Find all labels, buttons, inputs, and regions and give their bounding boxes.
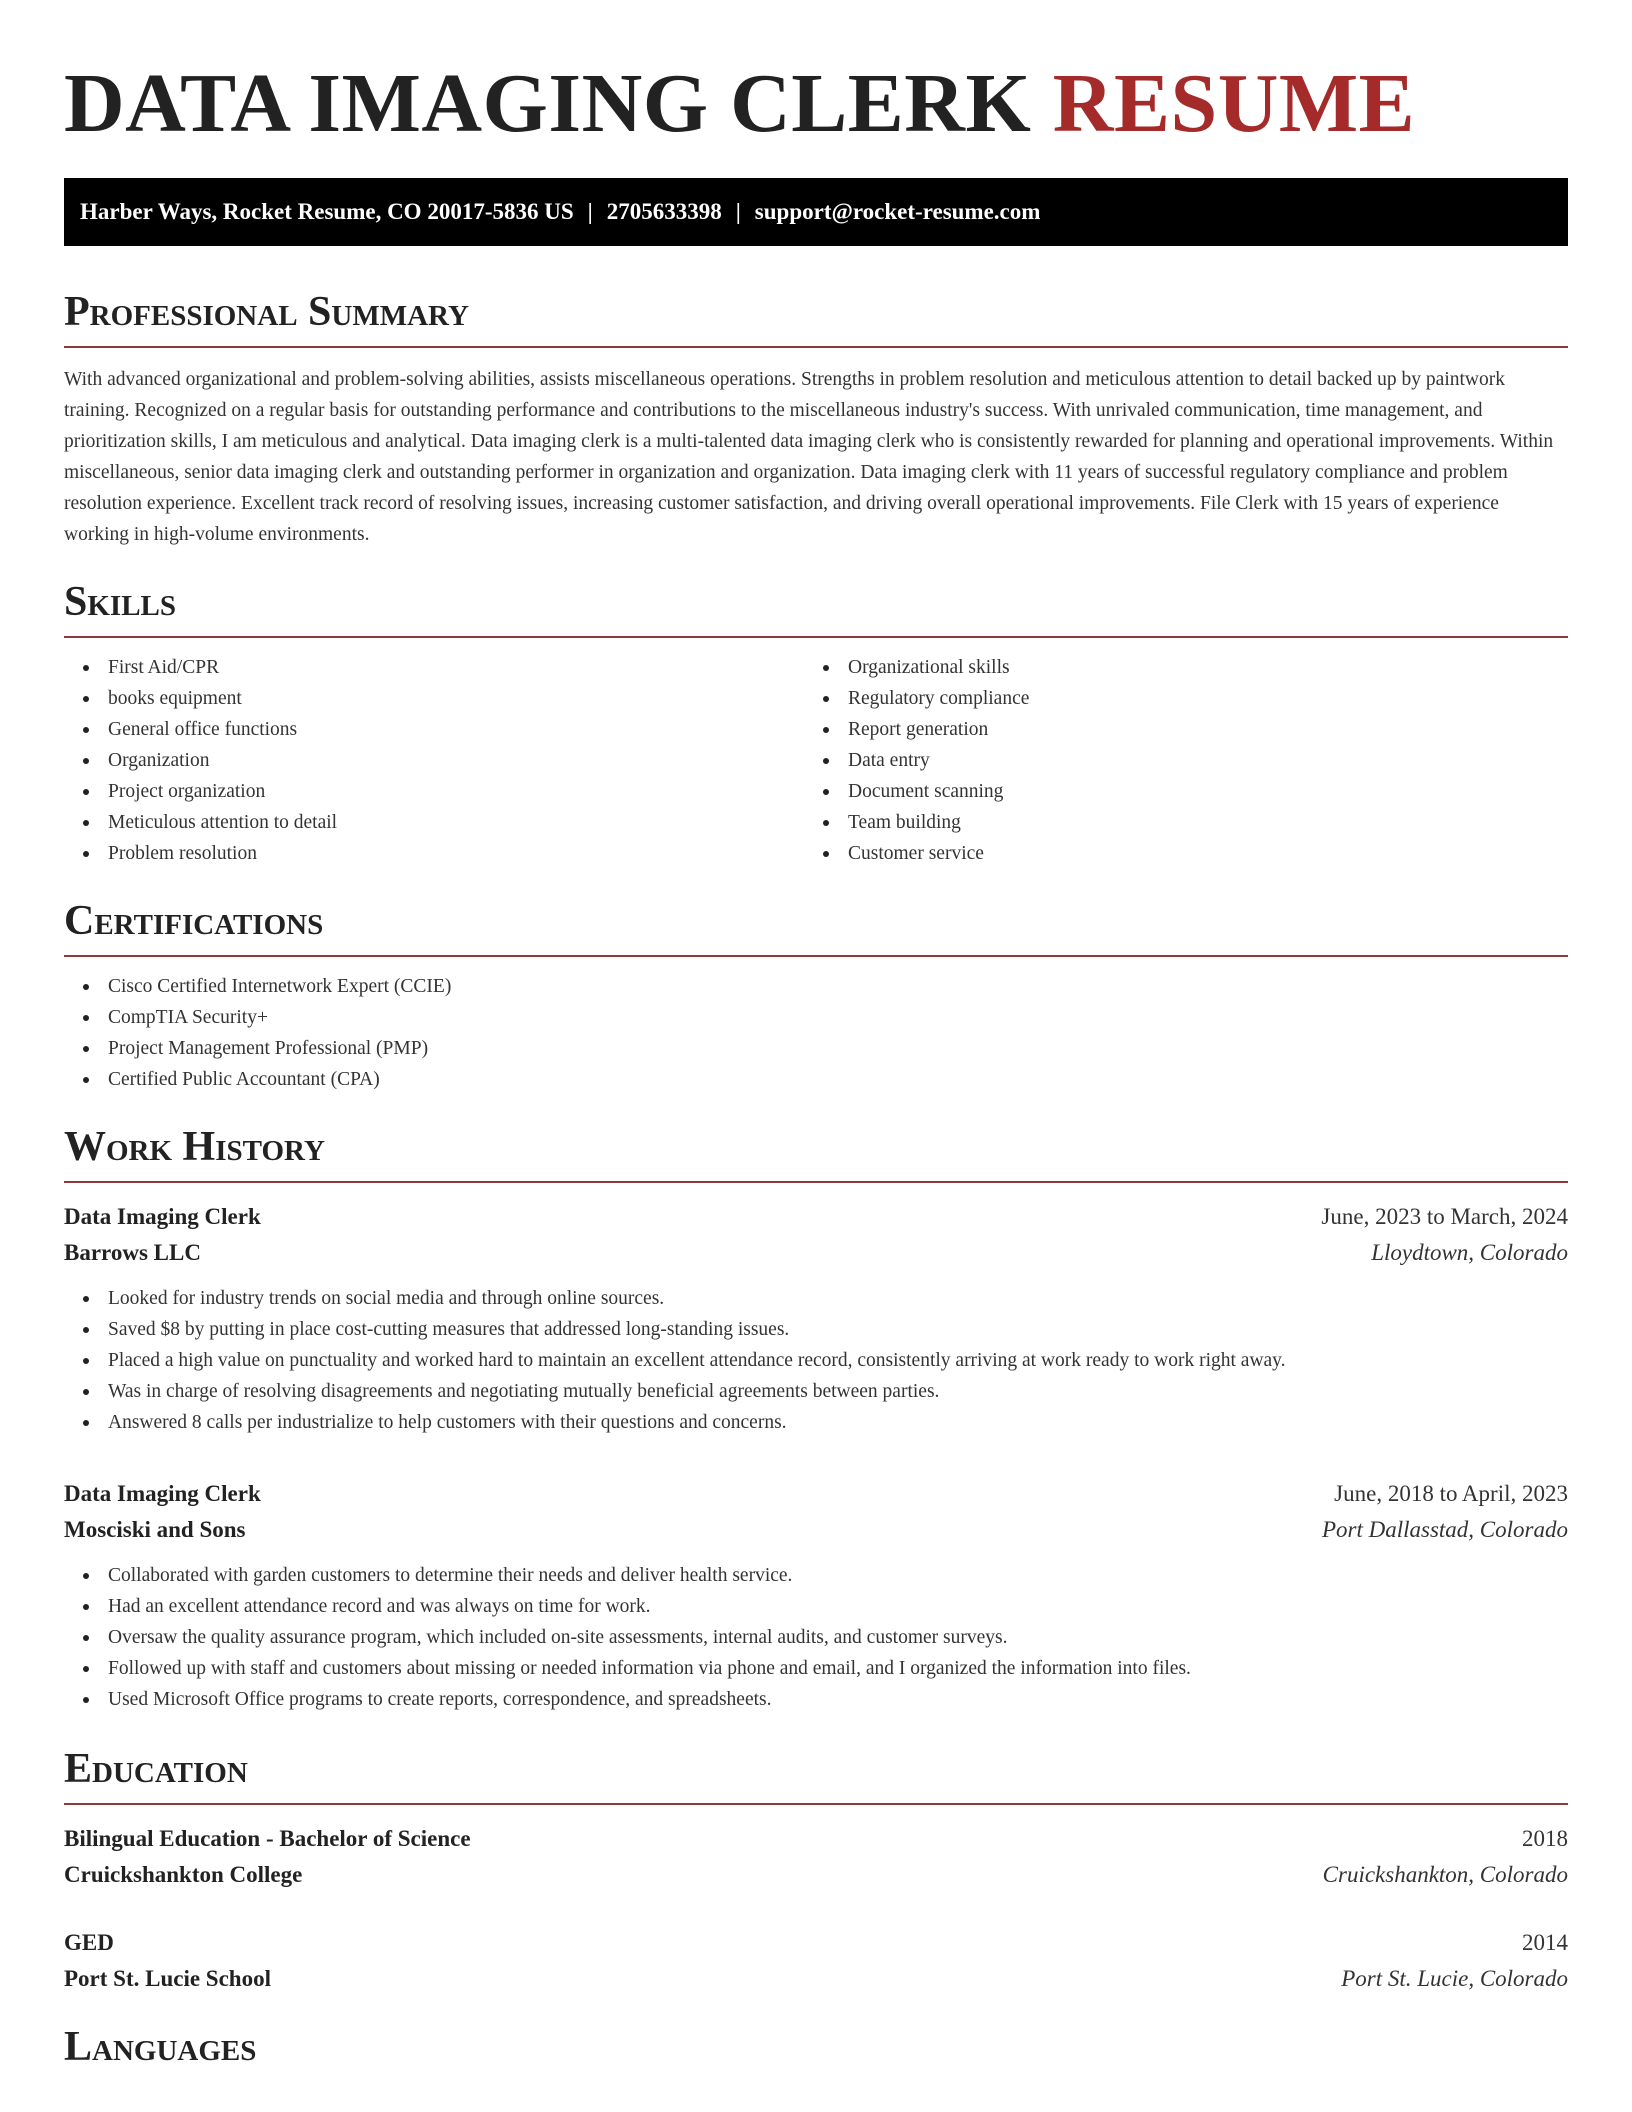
education-school-row — [64, 1961, 1568, 1997]
education-location: Port St. Lucie, Colorado — [1341, 1966, 1568, 1991]
skill-item: Organizational skills — [804, 652, 1544, 683]
education-year: 2014 — [1522, 1930, 1568, 1955]
job-location: Lloydtown, Colorado — [1371, 1240, 1568, 1265]
skills-list-right — [804, 652, 1544, 869]
education-degree-row — [64, 1821, 1568, 1857]
resume-title — [64, 58, 1568, 150]
certification-item: Project Management Professional (PMP) — [64, 1033, 1568, 1064]
job-dates: June, 2023 to March, 2024 — [1321, 1204, 1568, 1229]
job-duty: Was in charge of resolving disagreements and negotiating mutually beneficial agreements between parties. — [64, 1376, 1568, 1407]
job-entry — [64, 1199, 1568, 1438]
skill-item: Document scanning — [804, 776, 1544, 807]
contact-bar — [64, 178, 1568, 246]
education-heading: Education — [64, 1743, 1568, 1805]
skills-columns — [64, 652, 1568, 869]
job-duty: Used Microsoft Office programs to create reports, correspondence, and spreadsheets. — [64, 1684, 1568, 1715]
skill-item: Meticulous attention to detail — [64, 807, 804, 838]
education-location: Cruickshankton, Colorado — [1322, 1862, 1568, 1887]
job-duties-list — [64, 1283, 1568, 1438]
job-company-row — [64, 1512, 1568, 1548]
contact-email: support@rocket-resume.com — [754, 199, 1041, 224]
contact-separator: | — [587, 199, 593, 224]
title-main: DATA IMAGING CLERK — [64, 57, 1032, 150]
certifications-section — [64, 895, 1568, 1095]
job-company-row — [64, 1235, 1568, 1271]
skill-item: Project organization — [64, 776, 804, 807]
work-history-section — [64, 1121, 1568, 1715]
education-school-row — [64, 1857, 1568, 1893]
education-school: Port St. Lucie School — [64, 1966, 271, 1991]
contact-phone: 2705633398 — [606, 199, 722, 224]
skills-heading: Skills — [64, 576, 1568, 638]
skill-item: Regulatory compliance — [804, 683, 1544, 714]
skill-item: Customer service — [804, 838, 1544, 869]
education-degree-row — [64, 1925, 1568, 1961]
skill-item: First Aid/CPR — [64, 652, 804, 683]
languages-heading: Languages — [64, 2024, 257, 2070]
job-company: Mosciski and Sons — [64, 1517, 246, 1542]
education-degree: GED — [64, 1930, 114, 1955]
job-duty: Answered 8 calls per industrialize to help customers with their questions and concerns. — [64, 1407, 1568, 1438]
job-dates: June, 2018 to April, 2023 — [1334, 1481, 1568, 1506]
certifications-list — [64, 971, 1568, 1095]
summary-text: With advanced organizational and problem-solving abilities, assists miscellaneous operations. Strengths in problem resolution and meticulous attention to detail backed up by paintwork training. Recognized on a regular basis for outstanding performance and contributions to the miscellaneous industry's success. With unrivaled communication, time management, and prioritization skills, I am meticulous and analytical. Data imaging clerk is a multi-talented data imaging clerk who is consistently rewarded for planning and operational improvements. Within miscellaneous, senior data imaging clerk and outstanding performer in organization and organization. Data imaging clerk with 11 years of successful regulatory compliance and problem resolution experience. Excellent track record of resolving issues, increasing customer satisfaction, and driving overall operational improvements. File Clerk with 15 years of experience working in high-volume environments. — [64, 369, 1554, 545]
contact-address: Harber Ways, Rocket Resume, CO 20017-5836 US — [80, 199, 574, 224]
skills-list-left — [64, 652, 804, 869]
summary-section — [64, 286, 1568, 550]
skills-section — [64, 576, 1568, 869]
title-accent: RESUME — [1052, 57, 1416, 150]
skill-item: General office functions — [64, 714, 804, 745]
contact-separator: | — [735, 199, 741, 224]
job-duty: Collaborated with garden customers to determine their needs and deliver health service. — [64, 1560, 1568, 1591]
job-duty: Oversaw the quality assurance program, which included on-site assessments, internal audits, and customer surveys. — [64, 1622, 1568, 1653]
education-school: Cruickshankton College — [64, 1862, 303, 1887]
skill-item: Organization — [64, 745, 804, 776]
certification-item: Certified Public Accountant (CPA) — [64, 1064, 1568, 1095]
skill-item: Team building — [804, 807, 1544, 838]
skill-item: Problem resolution — [64, 838, 804, 869]
languages-section — [64, 2021, 1568, 2081]
resume-page — [64, 0, 1568, 2081]
certifications-heading: Certifications — [64, 895, 1568, 957]
education-year: 2018 — [1522, 1826, 1568, 1851]
job-title: Data Imaging Clerk — [64, 1204, 261, 1229]
job-company: Barrows LLC — [64, 1240, 201, 1265]
education-entry — [64, 1821, 1568, 1893]
job-duties-list — [64, 1560, 1568, 1715]
certification-item: Cisco Certified Internetwork Expert (CCIE) — [64, 971, 1568, 1002]
job-header-row — [64, 1199, 1568, 1235]
education-degree: Bilingual Education - Bachelor of Science — [64, 1826, 471, 1851]
summary-heading: Professional Summary — [64, 286, 1568, 348]
job-header-row — [64, 1476, 1568, 1512]
skill-item: books equipment — [64, 683, 804, 714]
job-entry — [64, 1476, 1568, 1715]
job-duty: Had an excellent attendance record and was always on time for work. — [64, 1591, 1568, 1622]
job-location: Port Dallasstad, Colorado — [1321, 1517, 1568, 1542]
job-duty: Looked for industry trends on social media and through online sources. — [64, 1283, 1568, 1314]
job-title: Data Imaging Clerk — [64, 1481, 261, 1506]
education-entry — [64, 1925, 1568, 1997]
education-section — [64, 1743, 1568, 1997]
skill-item: Report generation — [804, 714, 1544, 745]
skill-item: Data entry — [804, 745, 1544, 776]
job-duty: Saved $8 by putting in place cost-cutting measures that addressed long-standing issues. — [64, 1314, 1568, 1345]
job-duty: Placed a high value on punctuality and worked hard to maintain an excellent attendance record, consistently arriving at work ready to work right away. — [64, 1345, 1568, 1376]
work-history-heading: Work History — [64, 1121, 1568, 1183]
job-duty: Followed up with staff and customers about missing or needed information via phone and email, and I organized the information into files. — [64, 1653, 1568, 1684]
certification-item: CompTIA Security+ — [64, 1002, 1568, 1033]
